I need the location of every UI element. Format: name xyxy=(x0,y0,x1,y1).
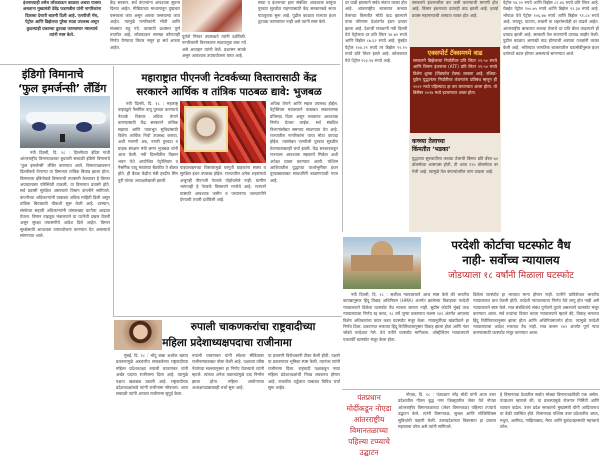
court-headline-1: परदेशी कोर्टाचा घटस्फोट वैध xyxy=(451,238,571,252)
divider xyxy=(113,316,342,317)
crude-title-1: कच्च्या तेलाच्या xyxy=(412,138,445,145)
indigo-body: नवी दिल्ली, दि. १८ : दिल्लीच्या इंदिरा गांधी आंतरराष्ट्रीय विमानतळावर बुधवारी सकाळी इंडिगो विमानाचे ‘फुल इमर्जन्सी’ लँडिंग करण्यात आले. विमानतळावरून दिल्लीकडे येणाऱ्या या विमानात तांत्रिक बिघाड झाला होता. विमानाला इंडिगोकडे विमानाची तपासणी केल्यावर हे विमान अपघातग्रस्त परिस्थिती टाळली. या विमानात प्रवासी होते. सर्व प्रवासी सुरक्षित असल्याचे विमान कंपनीने सांगितले. कंपनीच्या अधिकाऱ्यांनी याबाबत अधिक माहिती दिली असून तांत्रिक बिघाडाची चौकशी सुरू केली आहे. दरम्यान, संस्थेच्या सहायी अधिकाऱ्यांनी यांसारख्या घटनेचा आढावा घेतला. विमान वाहतूक मंत्रालयाने या घटनेची दखल घेतली असून सुरक्षा तपासणीचे आदेश दिले आहेत. विमान सुरक्षेसाठी आवश्यक उपाययोजना करण्यात येत असल्याचे सांगण्यात आले. xyxy=(20,150,110,239)
indigo-headline-1: इंडिगो विमानाचे xyxy=(22,68,84,81)
supreme-court-photo xyxy=(343,237,421,289)
divider xyxy=(342,0,343,232)
rupali-body-col2: रुपाली चाकणकर यांनी सोशल मीडियावर राजीनाम्याबाबत पोस्ट केली आहे. पक्षाच्या वरिष्ठ नेत्यांच्या सल्ल्यानुसार हा निर्णय घेतल्याचे त्यांनी म्हटले. त्यांच्या अनेक वक्तव्यांमुळे वाद निर्माण झाला होता. महिला आयोगाच्या अध्यक्षपदाबाबतही चर्चा सुरू आहे. xyxy=(192,353,264,391)
top-story-col3: पूर्वतो निरंतर उपलब्धते त्यांनी दर्शविली. नागरिकांनी विनाकारण साठवणूक करू नये असे आवाहन त्यांनी केले. प्रशासन सतर्क असून आवश्यक उपाययोजना करत आहे. xyxy=(182,34,246,59)
court-body-col1: नवी दिल्ली, दि. १८ : सर्वोच्च न्यायालयाने आज स्पष्ट केले की भारतीय कायद्यानुसार हिंदू विवाह अधिनियम (HMA) अंतर्गत झालेल्या विवाहाचा परदेशी न्यायालयाने दिलेला घटस्फोट वैध मानला जाणार नाही. सुप्रीम कोर्टाने मुंबई उच्च न्यायालयाचा निर्णय रद्द करत, १८ वर्षे जुन्या प्रकरणात कलम १४२ अंतर्गत आपल्या विशेष अधिकारांचा वापर करत घटस्फोट मंजूर केला. न्यायमूर्तींच्या खंडपीठाने हा निर्णय दिला. प्रकरणात भारतात हिंदू रितीरिवाजानुसार विवाह झाला होता आणि नंतर जोडपे परदेशात गेले. तेथे पतीने घटस्फोट मागितला. ऑस्ट्रेलियन न्यायालयाने एकतर्फी घटस्फोट मंजूर केला होता. xyxy=(343,292,469,342)
top-story-col2: केंद्र सरकार. सर्व कंपन्यांना आवश्यक सूचना दिल्या आहेत. मीडियाच्या माध्यमातून दुष्प्रचार पसरवला जात असून अफवा पसरवल्या जात आहेत. त्यामुळे नागरिकांनी भीती आणि संभ्रमात राहू नये. त्यासाठी प्रशासन पूर्ण तयारीत आहे, लॉकडाऊन सारखा कोणताही निर्णय घेण्याचा विचार नसून हा सर्व अफवा आहेत. xyxy=(110,0,180,50)
fuel-price-story: दर वाढी झाल्याने सर्वत्र संताप व्यक्त होत आहे. आंतरराष्ट्रीय बाजारात कच्च्या तेलाच्या किमतीत मोठी वाढ झाल्याने याचा परिणाम देशांतर्गत इंधन दरावर झाला आहे. देशाची राजधानी नवी दिल्ली येथे पेट्रोलचा दर प्रति लिटर ९४.७२ रुपये आणि डिझेल ८७.६२ रुपये आहे. मुंबईत पेट्रोल १०४.२१ रुपये तर डिझेल ९२.१५ रुपये प्रति लिटर झाले आहे. कोलकाता येथे पेट्रोल १०३.९४ रुपये आहे. xyxy=(345,0,407,63)
bhujbal-portrait xyxy=(184,106,228,152)
indigo-headline-2: ‘फुल इमर्जन्सी’ लँडिंग xyxy=(18,82,107,95)
airport-sidebar-title: पंतप्रधान मोदींकडून नोएडा आंतरराष्ट्रीय विमानतळाच्या पहिल्या टप्प्याचे उद्घाटन xyxy=(346,393,392,457)
crude-title-2: किंमतीत ‘भडका’ xyxy=(412,146,451,153)
top-story-col1: इंधनाच्याही तसेच लॉकडाऊन काळात अथवा पावसा असताना मुख्यमंत्री देवेंद्र फडणवीस यांनी नागरिकांना दिलासा देणारी बातमी दिली आहे. एलपीजी गॅस, पेट्रोल आणि डिझेलचा पुरेसा साठा उपलब्ध असून कुठल्याही प्रकारचा तुटवडा जाणवणार नसल्याचे त्यांनी स्पष्ट केले. xyxy=(22,0,102,38)
excise-body: सरकारने डिझेलच्या निर्यातीवर प्रति लिटर २१.५० रुपये आणि विमान इंधनावर (ATF) प्रति लिटर २९.५० रुपये विशेष शुल्क (विंडफॉल टॅक्स) लावला आहे. रशिया-युक्रेन युद्धानंतर निर्यातीवर कंपन्यांना प्रतिबंध म्हणून ही २०२२ मध्ये पहिल्यांदा हा कर लावण्यात आला होता. तो डिसेंबर २०२४ मध्ये हटवण्यात आला होता. xyxy=(413,58,497,96)
court-body-col2: दिलेला घटस्फोट हा भारतात मान्य होणार नाही. पत्नीने याविरोधात भारतीय न्यायालयात धाव घेतली होती. परदेशी न्यायालयाचा निर्णय येथे लागू होत नाही असे न्यायालयाने स्पष्ट केले. मात्र संबंधितांचे संबंध पूर्णपणे तुटले असल्याने घटस्फोट मंजूर करण्यात आला. सर्व तथ्यांचा विचार करता न्यायालयाने म्हटले की, विवाह भारतात हिंदू रितीरिवाजानुसार झाला होता आणि अधिनियमांतर्गत होता. त्यामुळे परदेशी न्यायालयाचा आदेश भारतात वैध नाही. मात्र कलम १४२ अंतर्गत पूर्ण न्याय करण्यासाठी घटस्फोट मंजूर करण्यात आला. xyxy=(473,292,599,336)
divider xyxy=(113,66,114,316)
airport-body-col2: हे विमानतळ देशातील सर्वात मोठ्या विमानतळांपैकी एक असेल. पंतप्रधान म्हणाले की, या प्रकल्पामुळे रोजगार निर्मिती आणि व्यापार वाढेल. उत्तर प्रदेश सरकारचे मुख्यमंत्री योगी आदित्यनाथ या वेळी उपस्थित होते. विमानतळ पश्चिम उत्तर प्रदेशातील आग्रा, मथुरा, अलीगढ, गाझियाबाद, मेरठ आणि बुलंदशहरसाठी महत्त्वाचे ठरेल. xyxy=(500,392,599,430)
excise-box xyxy=(410,47,500,133)
fuel-box-text: सरकारने इंधनावरील कर कमी करण्याची मागणी होत आहे. विमान इंधनाच्या दरातही वाढ झाली आहे. हवाई प्रवास महागण्याची शक्यता व्यक्त होत आहे. xyxy=(412,0,498,18)
crude-box xyxy=(412,138,498,230)
court-subhead: जोडप्याला १८ वर्षांनी मिळाला घटस्फोट xyxy=(448,271,574,281)
court-headline-2: नाही- सर्वोच्च न्यायालय xyxy=(462,253,560,267)
png-body-col3: अधिक वेगाने आणि सहज उपलब्ध होईल. पेट्रोलियम मंत्रालयाने याबाबत सकारात्मक प्रतिसाद दिला असून लवकरच आवश्यक निर्णय घेतला जाईल. सर्व संबंधित विभागांसोबत समन्वय साधण्यात येत आहे. राज्यातील नागरिकांना याचा मोठा फायदा होईल. त्यासोबत एलपीजी पुरवठा सुरळीत ठेवण्याबाबतही चर्चा झाली. केंद्र सरकारकडून राज्याला आवश्यक सहकार्य मिळेल अशी अपेक्षा व्यक्त करण्यात आली. पश्चिम आशियातील युद्धाच्या पार्श्वभूमीवर इंधन पुरवठ्याबाबत सावधगिरी बाळगण्याची गरज आहे. xyxy=(270,101,338,183)
png-body-col2: पाइपलाइनच्या विस्तारामुळे घरगुती ग्राहकांना स्वस्त व सुरक्षित इंधन उपलब्ध होईल. राज्यातील अनेक शहरांमध्ये अजूनही पीएनजी नेटवर्क पोहोचलेले नाही. ग्रामीण भागातही हे नेटवर्क विस्तारणे गरजेचे आहे. राज्याने यासाठी आवश्यक जमीन व परवानग्या जलदगतीने देण्याची तयारी दर्शविली आहे. xyxy=(180,165,266,203)
rupali-body-col3: या प्रकरणी विरोधकांनी टीका केली होती. पक्षाने या प्रकरणावर भूमिका स्पष्ट केली. त्यानंतर त्यांनी राजीनामा दिला. राष्ट्रवादी पक्षाकडून नव्या महिला प्रदेशाध्यक्षांची निवड लवकरच होणार आहे. राजकीय वर्तुळात याबाबत विविध चर्चा सुरू आहेत. xyxy=(268,353,340,391)
rupali-headline-2: महिला प्रदेशाध्यक्षपदाचा राजीनामा xyxy=(162,337,292,349)
divider xyxy=(342,389,600,390)
top-story-col4: साठा व इंधनाच्या इतर संबंधित आवश्यक वस्तूंचा पुरवठा सुरळीत राहण्यासाठी केंद्र सरकारकडे सतत पाठपुरावा सुरू आहे. पुढील काळात राज्यात इंधन तुटवडा जाणवणार नाही असे त्यांनी स्पष्ट केले. xyxy=(258,0,336,25)
divider xyxy=(0,64,340,65)
leader-photo xyxy=(182,0,242,32)
png-body-col1: नवी दिल्ली, दि. १८ : महाराष्ट्र पाइपद्वारे नैसर्गिक वायू पुरवठा करण्याचे नेटवर्क विस्तार अधिक वेगाने करण्यासाठी केंद्र सरकारने तांत्रिक सहाय्य आणि पायाभूत सुविधांसाठी विशेष आर्थिक निधी उपलब्ध करावा, अशी मागणी अन्न, नागरी पुरवठा व ग्राहक संरक्षण मंत्री छगन भुजबळ यांनी आज केली. नवी दिल्लीतील विज्ञान भवन येथे आयोजित पेट्रोलियम व नैसर्गिक वायू मंत्र्यांच्या बैठकीत ते बोलत होते. ही बैठक केंद्रीय मंत्री हरदीप सिंग पुरी यांच्या अध्यक्षतेखाली झाली. xyxy=(118,101,178,183)
airport-body-col1: नोएडा, दि. १८ : पंतप्रधान नरेंद्र मोदी यांनी आज उत्तर प्रदेशातील गौतम बुद्ध नगर जिल्ह्यातील जेवर येथे नोएडा आंतरराष्ट्रीय विमानतळाच्या (जेवर विमानतळ) पहिल्या टप्प्याचे उद्घाटन केले. त्यांनी विमानतळ, सुरक्षा आणि लॉजिस्टिक्स सुविधांची पाहणी केली. उत्तरप्रदेशाच्या विकासात हा प्रकल्प महत्त्वाचा ठरेल असे त्यांनी सांगितले. xyxy=(398,392,496,430)
crude-body: युद्धाच्या सुरुवातीला कच्च्या तेलाची किंमत प्रति बॅरल ७० डॉलर्सच्या आसपास होती, ती आता १२० डॉलर्सच्या वर गेली आहे. त्यामुळे तेल कंपन्यांवरील ताण वाढला आहे. xyxy=(412,156,498,174)
excise-title: एक्सपोर्ट टॅक्समध्ये वाढ xyxy=(427,49,483,57)
fuel-price-story-cont: पेट्रोल ९४.२० रुपये आणि डिझेल ८२.४६ रुपये प्रति लिटर आहे. चेन्नईत पेट्रोल १००.७५ रुपये आणि डिझेल ९२.३४ रुपये आहे. भोपाळ येथे पेट्रोल १०६.४७ रुपये आणि डिझेल ९१.८४ रुपये आहे. जयपूर, पाटणा, लखनौ या शहरांमध्येही दर वाढले आहेत. आंतरराष्ट्रीय बाजारात कच्च्या तेलाचे दर प्रति बॅरल वाढल्याने ही दरवाढ झाली आहे. सरकारी तेल कंपन्यांनी दरवाढ जाहीर केली. पुढील काळात आणखी वाढ होण्याची शक्यता तज्ज्ञांनी व्यक्त केली आहे. भविष्यात जागतिक बाजारातील घडामोडींनुसार इंधन दरांमध्ये बदल होणार असल्याचे सांगण्यात आले. xyxy=(503,0,599,57)
png-headline-2: सरकारने आर्थिक व तांत्रिक पाठबळ द्यावे: भुजबळ xyxy=(136,87,322,98)
png-headline-1: महाराष्ट्रात पीएनजी नेटवर्कच्या विस्तारासाठी केंद्र xyxy=(141,73,317,84)
rupali-headline-1: रुपाली चाकणकरांचा राष्ट्रवादीच्या xyxy=(190,321,316,333)
rupali-body-col1: मुंबई, दि. १८ : भोंदू बाबा अशोक खरात प्रकरणामुळे अडचणीत सापडलेल्या राष्ट्रवादीच्या महिला प्रदेशाध्यक्षा रुपाली चाकणकर यांनी अखेर पदाचा राजीनामा दिला आहे. त्यामुळे पक्षात खळबळ उडाली आहे. राष्ट्रवादीच्या प्रदेशाध्यक्षांकडे त्यांनी राजीनामा सोपवला. आज सकाळी त्यांनी आपला राजीनामा सुपूर्द केला. xyxy=(116,353,188,397)
indigo-aircraft-photo xyxy=(20,96,110,148)
